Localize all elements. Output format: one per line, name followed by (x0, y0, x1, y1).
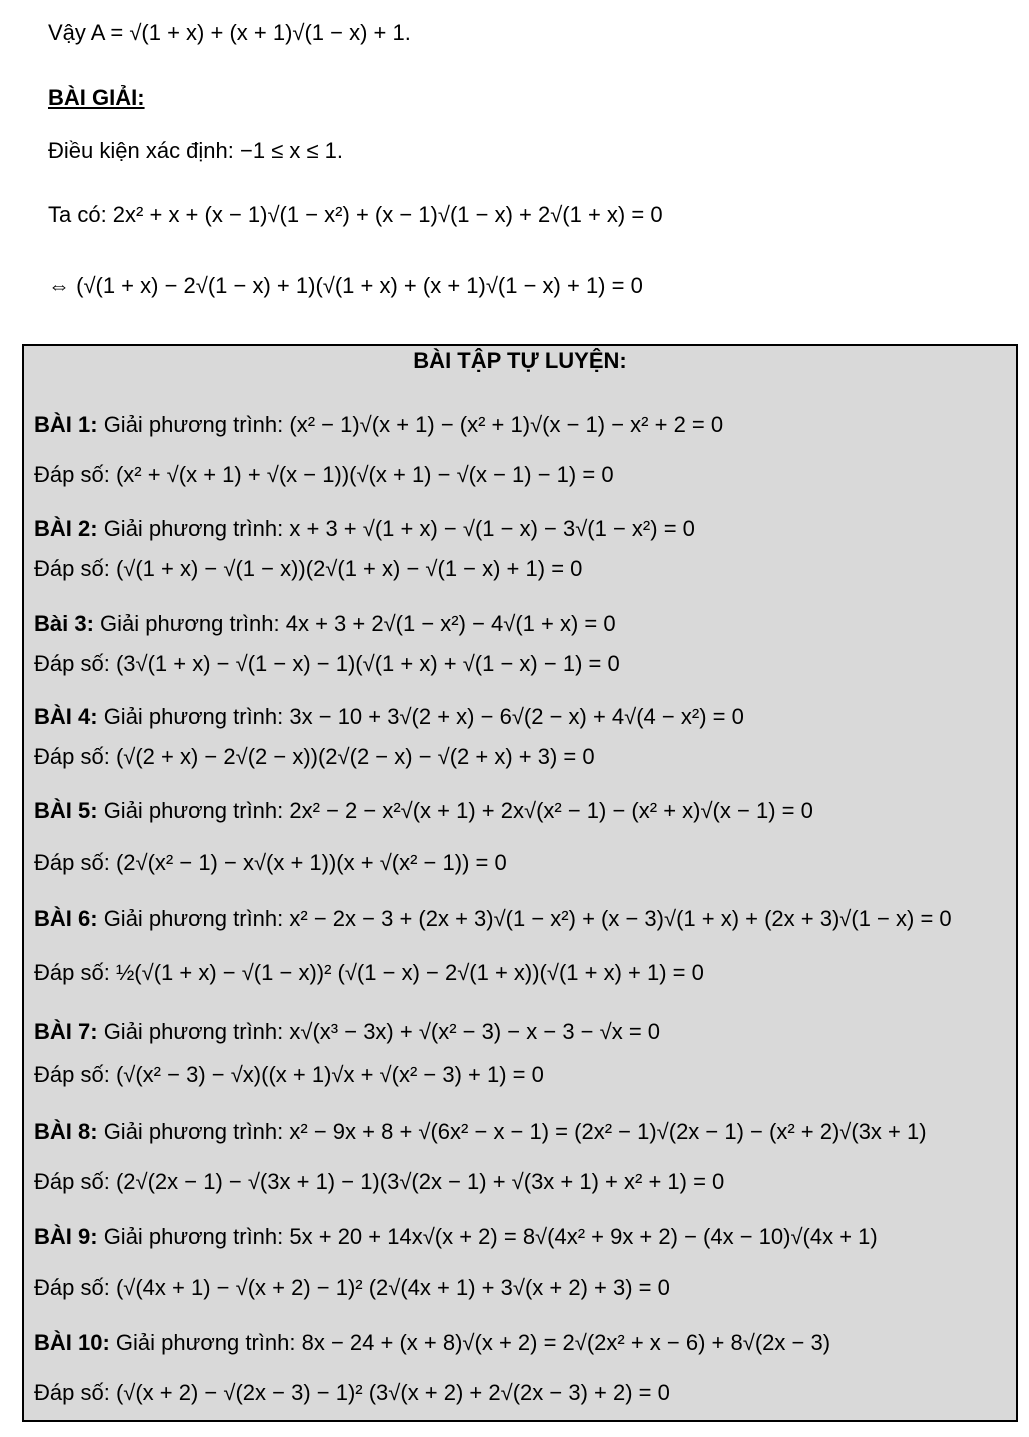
answer-label: Đáp số: (34, 1275, 110, 1300)
exercise-6-question (34, 906, 952, 932)
exercise-4-question (34, 704, 744, 730)
answer-equation: (√(1 + x) − √(1 − x))(2√(1 + x) − √(1 − x) + 1) = 0 (115, 556, 583, 581)
exercise-3-answer (34, 651, 620, 677)
domain-condition: Điều kiện xác định: −1 ≤ x ≤ 1. (48, 138, 344, 163)
exercise-prompt: Giải phương trình: (103, 412, 284, 437)
answer-equation: (2√(2x − 1) − √(3x + 1) − 1)(3√(2x − 1) + √(3x + 1) + x² + 1) = 0 (115, 1169, 725, 1194)
exercise-prompt: Giải phương trình: (103, 798, 284, 823)
exercise-label: BÀI 5: (34, 798, 98, 823)
exercise-label: BÀI 7: (34, 1019, 98, 1044)
answer-equation: (√(4x + 1) − √(x + 2) − 1)² (2√(4x + 1) + 3√(x + 2) + 3) = 0 (115, 1275, 670, 1300)
exercise-2-answer (34, 556, 582, 582)
answer-equation: (3√(1 + x) − √(1 − x) − 1)(√(1 + x) + √(1 − x) − 1) = 0 (115, 651, 620, 676)
exercise-equation: x√(x³ − 3x) + √(x² − 3) − x − 3 − √x = 0 (289, 1019, 661, 1044)
exercise-equation: x² − 2x − 3 + (2x + 3)√(1 − x²) + (x − 3)√(1 + x) + (2x + 3)√(1 − x) = 0 (289, 906, 952, 931)
answer-label: Đáp số: (34, 1380, 110, 1405)
answer-label: Đáp số: (34, 462, 110, 487)
exercise-equation: x + 3 + √(1 + x) − √(1 − x) − 3√(1 − x²) = 0 (289, 516, 695, 541)
exercise-label: BÀI 1: (34, 412, 98, 437)
exercise-equation: 8x − 24 + (x + 8)√(x + 2) = 2√(2x² + x − 6) + 8√(2x − 3) (301, 1330, 831, 1355)
exercise-label: BÀI 8: (34, 1119, 98, 1144)
answer-label: Đáp số: (34, 651, 110, 676)
exercise-5-question (34, 798, 813, 824)
exercise-equation: 2x² − 2 − x²√(x + 1) + 2x√(x² − 1) − (x² + x)√(x − 1) = 0 (289, 798, 813, 823)
answer-equation: (√(x² − 3) − √x)((x + 1)√x + √(x² − 3) + 1) = 0 (115, 1062, 544, 1087)
exercise-equation: (x² − 1)√(x + 1) − (x² + 1)√(x − 1) − x² + 2 = 0 (289, 412, 724, 437)
answer-label: Đáp số: (34, 556, 110, 581)
exercise-prompt: Giải phương trình: (103, 516, 284, 541)
equivalent-factorization: ⇔ (√(1 + x) − 2√(1 − x) + 1)(√(1 + x) + (x + 1)√(1 − x) + 1) = 0 (48, 273, 643, 298)
exercise-prompt: Giải phương trình: (103, 1119, 284, 1144)
exercise-1-question (34, 412, 723, 438)
exercise-equation: x² − 9x + 8 + √(6x² − x − 1) = (2x² − 1)√(2x − 1) − (x² + 2)√(3x + 1) (289, 1119, 927, 1144)
exercise-2-question (34, 516, 695, 542)
exercises-title: BÀI TẬP TỰ LUYỆN: (413, 348, 627, 373)
answer-label: Đáp số: (34, 1062, 110, 1087)
exercise-6-answer (34, 960, 704, 986)
exercise-9-answer (34, 1275, 670, 1301)
given-equation: Ta có: 2x² + x + (x − 1)√(1 − x²) + (x − 1)√(1 − x) + 2√(1 + x) = 0 (48, 202, 663, 227)
exercise-label: BÀI 2: (34, 516, 98, 541)
exercise-prompt: Giải phương trình: (103, 1224, 284, 1249)
exercise-label: BÀI 4: (34, 704, 98, 729)
exercise-prompt: Giải phương trình: (103, 1019, 284, 1044)
exercise-label: BÀI 10: (34, 1330, 110, 1355)
answer-equation: ½(√(1 + x) − √(1 − x))² (√(1 − x) − 2√(1 + x))(√(1 + x) + 1) = 0 (115, 960, 704, 985)
exercise-label: BÀI 9: (34, 1224, 98, 1249)
answer-label: Đáp số: (34, 960, 110, 985)
exercise-7-answer (34, 1062, 544, 1088)
answer-equation: (√(x + 2) − √(2x − 3) − 1)² (3√(x + 2) + 2√(2x − 3) + 2) = 0 (115, 1380, 670, 1405)
answer-equation: (2√(x² − 1) − x√(x + 1))(x + √(x² − 1)) = 0 (115, 850, 507, 875)
answer-equation: (x² + √(x + 1) + √(x − 1))(√(x + 1) − √(x − 1) − 1) = 0 (115, 462, 614, 487)
exercise-prompt: Giải phương trình: (103, 906, 284, 931)
answer-equation: (√(2 + x) − 2√(2 − x))(2√(2 − x) − √(2 + x) + 3) = 0 (115, 744, 595, 769)
exercise-1-answer (34, 462, 614, 488)
exercise-prompt: Giải phương trình: (103, 704, 284, 729)
solution-heading: BÀI GIẢI: (48, 85, 145, 110)
exercise-3-question (34, 611, 616, 637)
exercise-prompt: Giải phương trình: (100, 611, 280, 636)
exercise-equation: 4x + 3 + 2√(1 − x²) − 4√(1 + x) = 0 (285, 611, 616, 636)
exercise-8-question (34, 1119, 927, 1145)
exercise-7-question (34, 1019, 660, 1045)
exercise-prompt: Giải phương trình: (115, 1330, 296, 1355)
exercise-4-answer (34, 744, 595, 770)
exercise-9-question (34, 1224, 878, 1250)
intro-conclusion: Vậy A = √(1 + x) + (x + 1)√(1 − x) + 1. (48, 20, 411, 45)
exercise-label: Bài 3: (34, 611, 94, 636)
exercise-5-answer (34, 850, 507, 876)
answer-label: Đáp số: (34, 850, 110, 875)
answer-label: Đáp số: (34, 744, 110, 769)
exercise-equation: 3x − 10 + 3√(2 + x) − 6√(2 − x) + 4√(4 − x²) = 0 (289, 704, 744, 729)
exercise-equation: 5x + 20 + 14x√(x + 2) = 8√(4x² + 9x + 2) − (4x − 10)√(4x + 1) (289, 1224, 878, 1249)
answer-label: Đáp số: (34, 1169, 110, 1194)
exercise-8-answer (34, 1169, 724, 1195)
exercises-box (22, 344, 1018, 1422)
exercise-label: BÀI 6: (34, 906, 98, 931)
exercise-10-question (34, 1330, 830, 1356)
exercise-10-answer (34, 1380, 670, 1406)
